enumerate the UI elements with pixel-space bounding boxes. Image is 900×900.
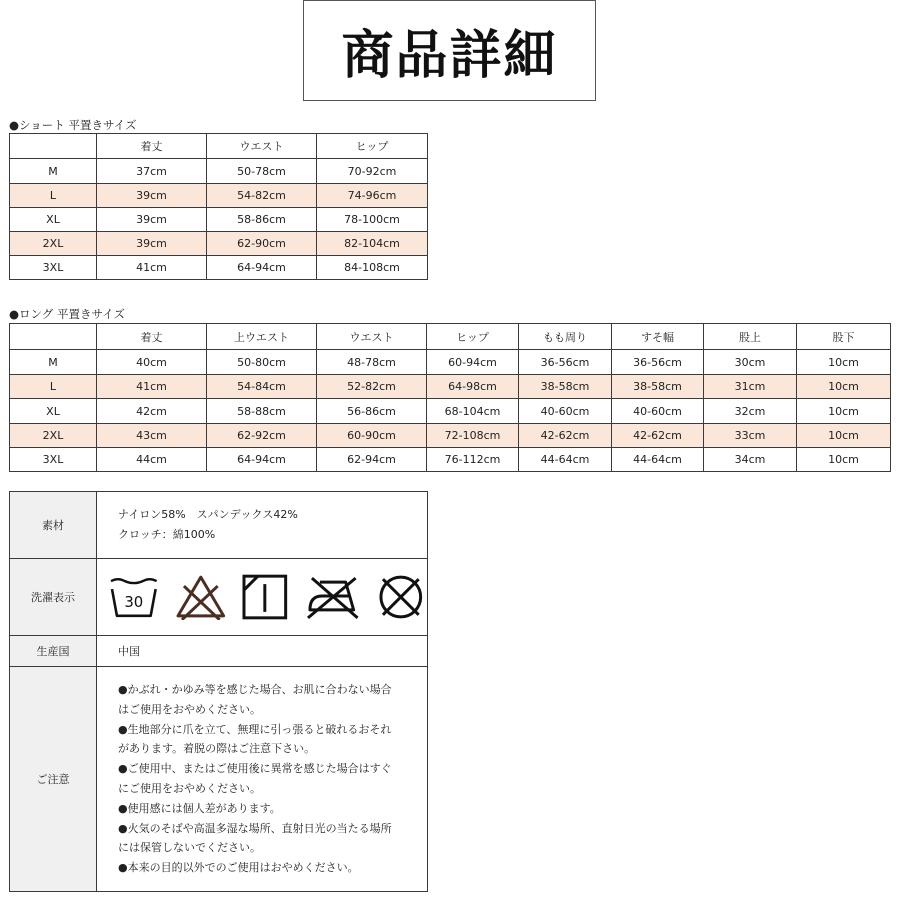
value-cell: 44-64cm <box>519 448 612 472</box>
value-cell: 38-58cm <box>519 375 612 399</box>
table-row <box>10 448 891 472</box>
header-cell: ウエスト <box>207 134 317 159</box>
header-cell: ウエスト <box>317 324 427 350</box>
value-cell: 52-82cm <box>317 375 427 399</box>
value-cell: 42-62cm <box>612 424 704 448</box>
value-cell: 54-84cm <box>207 375 317 399</box>
value-cell: 10cm <box>797 375 891 399</box>
value-cell: 74-96cm <box>317 184 428 208</box>
origin-label: 生産国 <box>10 636 97 667</box>
value-cell: 36-56cm <box>612 350 704 375</box>
value-cell: 41cm <box>97 256 207 280</box>
value-cell: 68-104cm <box>427 399 519 424</box>
value-cell: 64-94cm <box>207 256 317 280</box>
care-label: 洗濯表示 <box>10 559 97 636</box>
size-cell: 3XL <box>10 256 97 280</box>
caution-line: はご使用をおやめください。 <box>118 702 261 716</box>
value-cell: 62-92cm <box>207 424 317 448</box>
header-cell: 上ウエスト <box>207 324 317 350</box>
value-cell: 58-88cm <box>207 399 317 424</box>
table-row <box>10 159 428 184</box>
material-value <box>97 492 428 559</box>
long-size-table <box>9 323 891 472</box>
caution-line: ●火気のそばや高温多湿な場所、直射日光の当たる場所 <box>118 821 392 835</box>
short-table-label: ●ショート 平置きサイズ <box>9 118 137 132</box>
size-cell: XL <box>10 399 97 424</box>
wash-30-icon <box>109 575 159 619</box>
value-cell: 84-108cm <box>317 256 428 280</box>
origin-row <box>10 636 428 667</box>
value-cell: 62-94cm <box>317 448 427 472</box>
dry-flat-icon <box>242 574 288 620</box>
header-cell: すそ幅 <box>612 324 704 350</box>
value-cell: 31cm <box>704 375 797 399</box>
material-label: 素材 <box>10 492 97 559</box>
value-cell: 30cm <box>704 350 797 375</box>
caution-line: には保管しないでください。 <box>118 841 261 855</box>
value-cell: 50-80cm <box>207 350 317 375</box>
caution-line: があります。着脱の際はご注意下さい。 <box>118 742 316 756</box>
caution-line: ●かぶれ・かゆみ等を感じた場合、お肌に合わない場合 <box>118 683 392 697</box>
care-row <box>10 559 428 636</box>
no-iron-icon <box>304 574 360 620</box>
table-row <box>10 256 428 280</box>
header-cell <box>10 134 97 159</box>
title-box <box>303 0 596 101</box>
value-cell: 40-60cm <box>519 399 612 424</box>
table-header-row <box>10 324 891 350</box>
size-cell: L <box>10 375 97 399</box>
header-cell: 股下 <box>797 324 891 350</box>
value-cell: 38-58cm <box>612 375 704 399</box>
caution-line: ●ご使用中、またはご使用後に異常を感じた場合はすぐ <box>118 762 392 776</box>
value-cell: 39cm <box>97 208 207 232</box>
size-cell: L <box>10 184 97 208</box>
table-row <box>10 232 428 256</box>
header-cell: 着丈 <box>97 324 207 350</box>
value-cell: 10cm <box>797 448 891 472</box>
size-cell: 3XL <box>10 448 97 472</box>
table-row <box>10 424 891 448</box>
table-row <box>10 184 428 208</box>
value-cell: 43cm <box>97 424 207 448</box>
value-cell: 48-78cm <box>317 350 427 375</box>
size-cell: M <box>10 350 97 375</box>
header-cell: 股上 <box>704 324 797 350</box>
value-cell: 10cm <box>797 350 891 375</box>
value-cell: 37cm <box>97 159 207 184</box>
size-cell: 2XL <box>10 424 97 448</box>
value-cell: 32cm <box>704 399 797 424</box>
value-cell: 58-86cm <box>207 208 317 232</box>
value-cell: 64-98cm <box>427 375 519 399</box>
no-bleach-icon <box>175 574 227 620</box>
material-line: ナイロン58% スパンデックス42% <box>118 508 298 521</box>
header-cell <box>10 324 97 350</box>
short-size-table <box>9 133 428 280</box>
value-cell: 62-90cm <box>207 232 317 256</box>
value-cell: 56-86cm <box>317 399 427 424</box>
size-cell: XL <box>10 208 97 232</box>
value-cell: 60-94cm <box>427 350 519 375</box>
value-cell: 39cm <box>97 232 207 256</box>
value-cell: 33cm <box>704 424 797 448</box>
table-row <box>10 399 891 424</box>
value-cell: 76-112cm <box>427 448 519 472</box>
caution-label: ご注意 <box>10 667 97 892</box>
header-cell: 着丈 <box>97 134 207 159</box>
page-title: 商品詳細 <box>341 25 558 86</box>
caution-line: ●本来の目的以外でのご使用はおやめください。 <box>118 861 359 875</box>
value-cell: 82-104cm <box>317 232 428 256</box>
header-cell: ヒップ <box>317 134 428 159</box>
value-cell: 42-62cm <box>519 424 612 448</box>
caution-line: ●生地部分に爪を立て、無理に引っ張ると破れるおそれ <box>118 722 392 736</box>
material-row <box>10 492 428 559</box>
wash-temperature: 30 <box>124 592 144 611</box>
value-cell: 34cm <box>704 448 797 472</box>
material-line: クロッチ：綿100% <box>118 528 216 541</box>
caution-line: にご使用をおやめください。 <box>118 782 261 795</box>
care-icons <box>97 559 428 636</box>
table-row <box>10 350 891 375</box>
value-cell: 50-78cm <box>207 159 317 184</box>
table-header-row <box>10 134 428 159</box>
value-cell: 41cm <box>97 375 207 399</box>
value-cell: 39cm <box>97 184 207 208</box>
value-cell: 44cm <box>97 448 207 472</box>
header-cell: ヒップ <box>427 324 519 350</box>
value-cell: 10cm <box>797 424 891 448</box>
origin-value: 中国 <box>97 636 428 667</box>
value-cell: 10cm <box>797 399 891 424</box>
product-info-table <box>9 491 428 892</box>
value-cell: 42cm <box>97 399 207 424</box>
value-cell: 40-60cm <box>612 399 704 424</box>
caution-row <box>10 667 428 892</box>
value-cell: 44-64cm <box>612 448 704 472</box>
header-cell: もも周り <box>519 324 612 350</box>
value-cell: 40cm <box>97 350 207 375</box>
value-cell: 70-92cm <box>317 159 428 184</box>
value-cell: 60-90cm <box>317 424 427 448</box>
caution-text <box>97 667 428 892</box>
caution-line: ●使用感には個人差があります。 <box>118 801 281 815</box>
value-cell: 72-108cm <box>427 424 519 448</box>
value-cell: 54-82cm <box>207 184 317 208</box>
long-table-label: ●ロング 平置きサイズ <box>9 307 126 321</box>
value-cell: 64-94cm <box>207 448 317 472</box>
value-cell: 78-100cm <box>317 208 428 232</box>
table-row <box>10 208 428 232</box>
size-cell: 2XL <box>10 232 97 256</box>
no-dry-clean-icon <box>375 573 427 621</box>
table-row <box>10 375 891 399</box>
size-cell: M <box>10 159 97 184</box>
value-cell: 36-56cm <box>519 350 612 375</box>
